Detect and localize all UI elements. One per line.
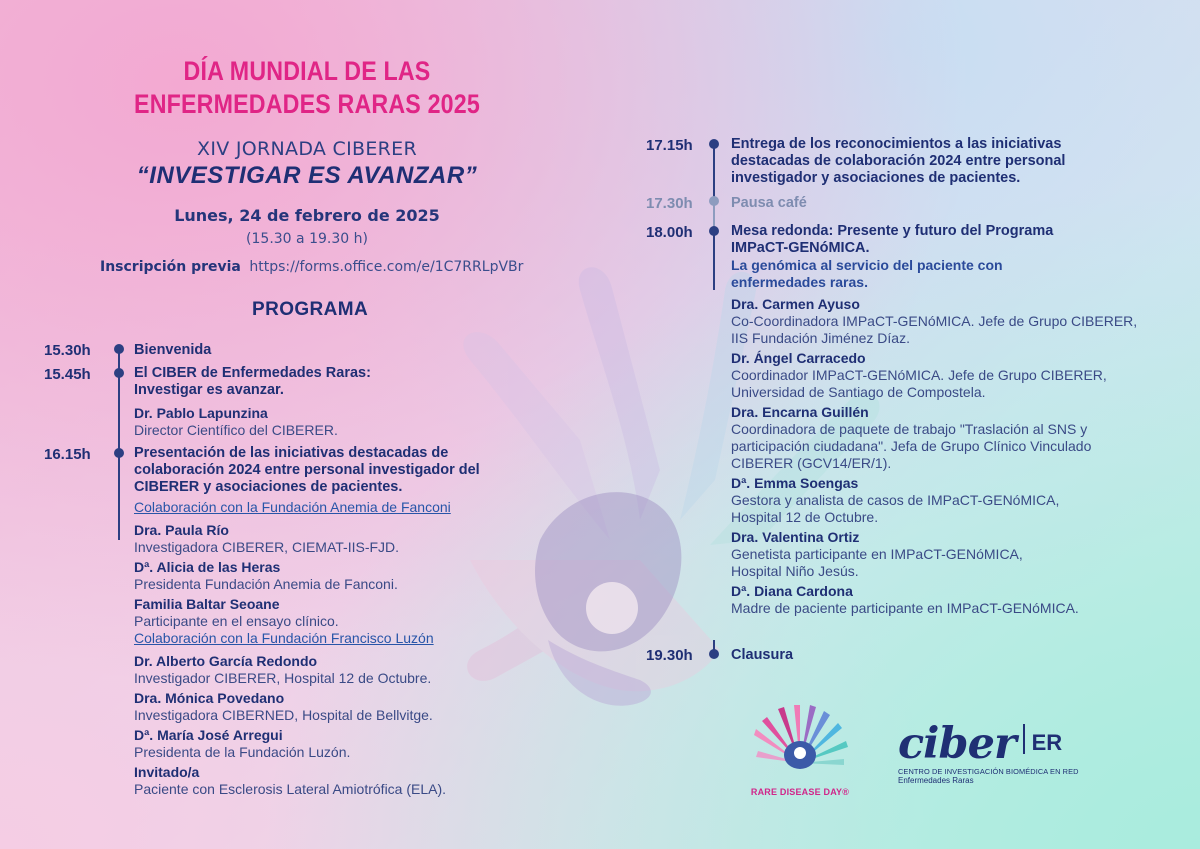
speaker-name: Dra. Encarna Guillén: [731, 404, 869, 420]
speaker-role: Participante en el ensayo clínico.: [134, 613, 339, 629]
event-hours: (15.30 a 19.30 h): [246, 231, 368, 247]
speaker-role: Co-Coordinadora IMPaCT-GENóMICA. Jefe de Grupo CIBERER,: [731, 313, 1138, 329]
timeline-dot-1800: [709, 226, 719, 236]
rare-disease-day-text: RARE DISEASE DAY®: [750, 787, 850, 797]
time-1615: 16.15h: [44, 446, 91, 463]
session-initiatives: [134, 445, 480, 798]
session-title-line-3: investigador y asociaciones de pacientes.: [731, 170, 1021, 186]
speaker-role: Hospital Niño Jesús.: [731, 563, 859, 579]
right-timeline-line-2: [713, 230, 715, 290]
time-1715: 17.15h: [646, 137, 693, 154]
event-date: Lunes, 24 de febrero de 2025: [174, 206, 440, 225]
session-title-line-3: CIBERER y asociaciones de pacientes.: [134, 479, 403, 495]
ciber-er-logo: [898, 719, 1088, 785]
speaker-name: Dr. Alberto García Redondo: [134, 653, 318, 669]
speaker-role: Presidenta de la Fundación Luzón.: [134, 744, 351, 760]
right-timeline-line-1: [713, 145, 715, 200]
speaker-name: Dr. Ángel Carracedo: [731, 350, 866, 366]
speaker-role: Genetista participante en IMPaCT-GENóMICA,: [731, 546, 1023, 562]
speaker-role: CIBERER (GCV14/ER/1).: [731, 455, 892, 471]
session-closing: [731, 646, 793, 664]
session-title-line-1: Presentación de las iniciativas destacadas de: [134, 445, 449, 461]
event-subtitle: XIV JORNADA CIBERER: [197, 138, 417, 160]
speaker-name: Dra. Paula Río: [134, 522, 229, 538]
speaker-name: Dª. Alicia de las Heras: [134, 559, 281, 575]
registration-label: Inscripción previa: [100, 259, 241, 275]
ciber-area: Enfermedades Raras: [898, 776, 974, 785]
time-1930: 19.30h: [646, 647, 693, 664]
session-round-table: [731, 223, 1137, 617]
speaker-name: Dra. Valentina Ortiz: [731, 529, 860, 545]
ciber-er-mark: ER: [1031, 730, 1063, 755]
session-title-line-2: colaboración 2024 entre personal investigador del: [134, 462, 480, 478]
collab-luzon-link[interactable]: Colaboración con la Fundación Francisco Luzón: [134, 630, 434, 646]
speaker-role: Investigadora CIBERNED, Hospital de Bellvitge.: [134, 707, 433, 723]
left-timeline-line: [118, 350, 120, 540]
session-title-line-2: destacadas de colaboración 2024 entre personal: [731, 153, 1066, 169]
speaker-role: Universidad de Santiago de Compostela.: [731, 384, 986, 400]
session-welcome: [134, 341, 211, 359]
timeline-dot-1530: [114, 344, 124, 354]
speaker-role: Director Científico del CIBERER.: [134, 422, 338, 438]
session-coffee-break: [731, 194, 807, 212]
session-ciber-intro: [134, 365, 371, 439]
session-title: Clausura: [731, 647, 794, 663]
speaker-role: Investigador CIBERER, Hospital 12 de Octubre.: [134, 670, 432, 686]
session-title-line-2: Investigar es avanzar.: [134, 382, 284, 398]
event-title: [43, 55, 571, 121]
time-1730: 17.30h: [646, 195, 693, 212]
session-title-line-1: Mesa redonda: Presente y futuro del Programa: [731, 223, 1054, 239]
session-awards: [731, 136, 1065, 187]
ciber-subtitle: CENTRO DE INVESTIGACIÓN BIOMÉDICA EN RED: [898, 767, 1079, 776]
registration: [100, 259, 523, 275]
timeline-dot-1545: [114, 368, 124, 378]
speaker-name: Invitado/a: [134, 764, 200, 780]
ciber-wordmark: ciber: [898, 719, 1016, 769]
session-title-line-1: Entrega de los reconocimientos a las iniciativas: [731, 136, 1062, 152]
time-1530: 15.30h: [44, 342, 91, 359]
speaker-role: Coordinador IMPaCT-GENóMICA. Jefe de Grupo CIBERER,: [731, 367, 1107, 383]
time-1545: 15.45h: [44, 366, 91, 383]
session-title-line-2: IMPaCT-GENóMICA.: [731, 240, 870, 256]
speaker-role: Investigadora CIBERER, CIEMAT-IIS-FJD.: [134, 539, 400, 555]
speaker-name: Dra. Mónica Povedano: [134, 690, 285, 706]
speaker-role: IIS Fundación Jiménez Díaz.: [731, 330, 910, 346]
event-title-line-1: DÍA MUNDIAL DE LAS: [183, 56, 431, 86]
registration-link[interactable]: https://forms.office.com/e/1C7RRLpVBr: [249, 259, 524, 275]
speaker-name: Dr. Pablo Lapunzina: [134, 405, 268, 421]
speaker-role: Gestora y analista de casos de IMPaCT-GENóMICA,: [731, 492, 1060, 508]
speaker-name: Dª. Emma Soengas: [731, 475, 859, 491]
speaker-role: Hospital 12 de Octubre.: [731, 509, 879, 525]
program-heading: PROGRAMA: [252, 299, 369, 320]
speaker-role: Coordinadora de paquete de trabajo "Traslación al SNS y: [731, 421, 1088, 437]
timeline-dot-1930: [709, 649, 719, 659]
time-1800: 18.00h: [646, 224, 693, 241]
speaker-role: Paciente con Esclerosis Lateral Amiotrófica (ELA).: [134, 781, 447, 797]
speaker-name: Dª. María José Arregui: [134, 727, 283, 743]
timeline-dot-1730: [709, 196, 719, 206]
timeline-dot-1615: [114, 448, 124, 458]
speaker-role: Madre de paciente participante en IMPaCT-GENóMICA.: [731, 600, 1079, 616]
timeline-dot-1715: [709, 139, 719, 149]
speaker-role: participación ciudadana". Jefa de Grupo Clínico Vinculado: [731, 438, 1092, 454]
session-title: Pausa café: [731, 195, 807, 211]
speaker-name: Dra. Carmen Ayuso: [731, 296, 860, 312]
rare-disease-day-logo: [742, 703, 858, 797]
session-title-line-1: El CIBER de Enfermedades Raras:: [134, 365, 371, 381]
event-motto: “INVESTIGAR ES AVANZAR”: [136, 162, 478, 189]
speaker-role: Presidenta Fundación Anemia de Fanconi.: [134, 576, 398, 592]
session-subtitle-line-2: enfermedades raras.: [731, 274, 868, 290]
rare-disease-day-hands-icon: [746, 703, 854, 779]
collab-fanconi-link[interactable]: Colaboración con la Fundación Anemia de Fanconi: [134, 499, 451, 515]
event-title-line-2: ENFERMEDADES RARAS 2025: [134, 89, 480, 119]
speaker-name: Dª. Diana Cardona: [731, 583, 853, 599]
session-title: Bienvenida: [134, 342, 212, 358]
ciber-separator: [1023, 724, 1025, 754]
speaker-name: Familia Baltar Seoane: [134, 596, 280, 612]
session-subtitle-line-1: La genómica al servicio del paciente con: [731, 257, 1003, 273]
